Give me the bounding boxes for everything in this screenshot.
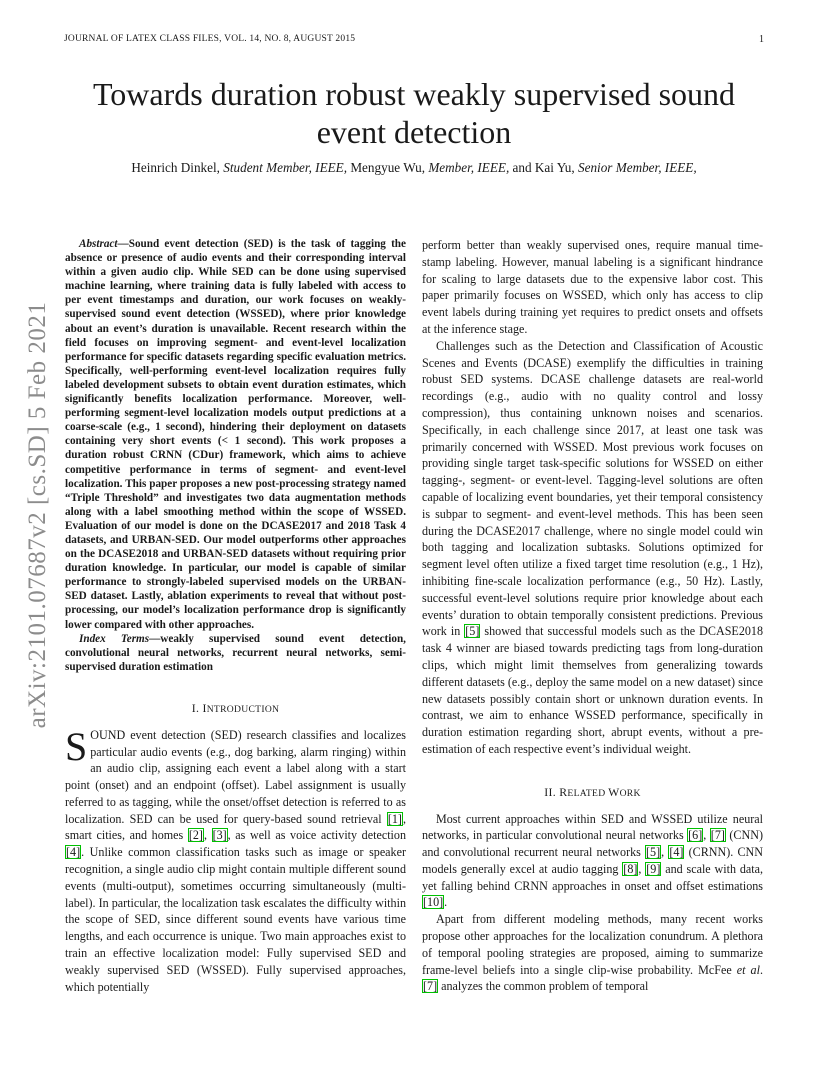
author-and: and bbox=[512, 160, 532, 175]
section-initial: I bbox=[202, 700, 207, 715]
intro-text: , smart cities, and homes bbox=[65, 811, 406, 843]
body-text: , bbox=[661, 845, 669, 860]
abstract-text: —Sound event detection (SED) is the task of tagging the absence or presence of audio events and their corresponding interval within a given audio clip. While SED can be done using supervised machine learning, where training data is fully labeled with access to per event timestamps and duration, our work focuses on weakly-supervised sound event detection (WSSED), where prior knowledge about an event’s duration is unavailable. Recent research within the field focuses on improving segment- and event-level localization performance for specific datasets regarding specific evaluation metrics. Specifically, well-performing event-level localization requires fully labeled development subsets to obtain event duration estimates, which significantly benefits localization performance. Moreover, well-performing segment-level localization models output predictions at a coarse-scale (e.g., 1 second), hindering their deployment on datasets containing very short events (< 1 second). This work proposes a duration robust CRNN (CDur) framework, which aims to achieve competitive performance in terms of segment- and event-level localization. This paper proposes a new post-processing strategy named “Triple Threshold” and investigates two data augmentation methods along with a label smoothing method within the scope of WSSED. Evaluation of our model is done on the DCASE2017 and 2018 Task 4 datasets, and URBAN-SED. Our model outperforms other approaches on the DCASE2018 and URBAN-SED datasets without requiring prior duration knowledge. In particular, our model is capable of similar performance to strongly-labeled supervised models on the URBAN-SED dataset. Lastly, ablation experiments to reveal that without post-processing, our model’s localization performance drop is significantly lower compared with other approaches. bbox=[65, 238, 406, 631]
body-text: Most current approaches within SED and WSSED utilize neural networks, in particular convolutional neural networks bbox=[422, 811, 763, 843]
section-introduction-heading bbox=[65, 700, 406, 719]
citation-link[interactable]: [9] bbox=[646, 861, 661, 876]
author-2-role: Member, IEEE, bbox=[428, 160, 510, 175]
intro-lead: OUND bbox=[90, 727, 126, 742]
intro-paragraph bbox=[65, 723, 407, 996]
citation-link[interactable]: [3] bbox=[212, 828, 227, 843]
index-terms-text: —weakly supervised sound event detection, convolutional neural networks, recurrent neural networks, semi-supervised duration estimation bbox=[65, 632, 406, 673]
body-text: , bbox=[638, 861, 646, 876]
section-number: I. bbox=[191, 700, 203, 715]
section-rest: ELATED bbox=[567, 787, 609, 799]
body-text: and scale with data, yet falling behind CRNN approaches in onset and offset estimations bbox=[422, 861, 763, 893]
body-text: showed that successful models such as the DCASE2018 task 4 winner are biased towards predicting tags from long-duration clips, which might limit themselves from generalizing towards different datasets (e.g., deploy the same model on a new dataset) since new datasets possibly contain short or unknown duration events. In contrast, we aim to enhance WSSED performance, specifically in duration estimation regarding short, abrupt events, without a pre-estimation of each respective event’s individual weight. bbox=[422, 624, 764, 756]
citation-link[interactable]: [7] bbox=[710, 828, 725, 843]
intro-text: , as well as voice activity detection bbox=[227, 828, 407, 843]
section-rest: ORK bbox=[619, 787, 641, 799]
citation-link[interactable]: [10] bbox=[423, 895, 444, 910]
abstract-label: Abstract bbox=[79, 238, 118, 250]
related-work-paragraph-1 bbox=[422, 811, 763, 912]
author-1-role: Student Member, IEEE, bbox=[223, 160, 348, 175]
related-work-paragraph-2 bbox=[422, 911, 763, 995]
right-column bbox=[422, 237, 763, 995]
section-rest: NTRODUCTION bbox=[206, 703, 280, 715]
paper-title: Towards duration robust weakly supervised sound event detection bbox=[92, 76, 736, 150]
dropcap: S bbox=[65, 723, 88, 769]
et-al: et al bbox=[736, 962, 760, 977]
author-2: Mengyue Wu, bbox=[350, 160, 426, 175]
citation-link[interactable]: [4] bbox=[66, 845, 81, 860]
page-number: 1 bbox=[759, 34, 764, 45]
intro-text: . Unlike common classification tasks such as image or speaker recognition, a single audio clip might contain multiple different sound events (multi-output), sometimes occurring simultaneously (multi-label). In particular, the localization task escalates the difficulty within the scope of SED, since different sound events have various time lengths, and each occurrence is unique. Two main approaches exist to train an effective localization model: Fully supervised SED and weakly supervised SED (WSSED). Fully supervised approaches, which potentially bbox=[65, 845, 406, 994]
section-related-work-heading bbox=[422, 784, 763, 803]
body-text: Challenges such as the Detection and Classification of Acoustic Scenes and Events (DCASE) exemplify the difficulties in training robust SED systems. DCASE challenge datasets are real-world recordings (e.g., audio with no quality control and lossy compression), thus containing unknown noises and scenarios. Specifically, in each challenge since 2017, at least one task was primarily concerned with WSSED. Most previous work focuses on providing single target task-specific solutions for WSSED on either tagging-, segment- or event-level. Tagging-level solutions are often capable of localizing event boundaries, yet their temporal consistency is subpar to segment- and event-level methods. This has been seen during the DCASE2017 challenge, where no single model could win both tagging and localization subtasks. Solutions optimized for segment level often utilize a fixed target time resolution (e.g., 1 Hz), inhibiting fine-scale localization performance (e.g., 50 Hz). Lastly, successful event-level solutions require prior knowledge about each events’ duration to obtain temporally consistent predictions. Previous work in bbox=[422, 338, 763, 639]
section-number: II. bbox=[544, 784, 560, 799]
author-list bbox=[64, 160, 764, 176]
citation-link[interactable]: [6] bbox=[688, 828, 703, 843]
intro-text: event detection (SED) research classifies and localizes particular audio events (e.g., dog barking, alarm ringing) within an audio clip, assigning each event a label along with a start point (onset) and an endpoint (offset). Label assignment is usually referred to as tagging, while the onset/offset detection is referred to as localization. SED can be used for query-based sound retrieval bbox=[65, 727, 406, 826]
citation-link[interactable]: [5] bbox=[465, 624, 480, 639]
citation-link[interactable]: [4] bbox=[669, 845, 684, 860]
citation-link[interactable]: [2] bbox=[188, 828, 203, 843]
index-terms bbox=[65, 632, 406, 674]
citation-link[interactable]: [5] bbox=[646, 845, 661, 860]
author-3: Kai Yu, bbox=[534, 160, 575, 175]
section-initial: W bbox=[608, 784, 620, 799]
abstract bbox=[65, 237, 406, 632]
challenges-paragraph bbox=[422, 338, 763, 758]
body-text: , bbox=[703, 828, 710, 843]
arxiv-stamp-text: arXiv:2101.07687v2 [cs.SD] 5 Feb 2021 bbox=[24, 301, 51, 729]
body-text: (CNN) and convolutional recurrent neural networks bbox=[422, 828, 763, 860]
citation-link[interactable]: [1] bbox=[387, 811, 402, 826]
body-text: Apart from different modeling methods, many recent works propose other approaches for the localization conundrum. A plethora of temporal pooling strategies are proposed, aiming to summarize frame-level beliefs into a single clip-wise probability. McFee bbox=[422, 912, 763, 977]
body-text: . bbox=[759, 962, 763, 977]
index-terms-label: Index Terms bbox=[79, 632, 150, 645]
intro-continuation: perform better than weakly supervised ones, require manual time-stamp labeling. However, manual labeling is a significant hindrance for scaling to large datasets due to the expensive labor cost. This paper primarily focuses on WSSED, which only has access to clip event labels during training yet requires to predict onsets and offsets at the inference stage. bbox=[422, 238, 763, 336]
body-text: . bbox=[444, 895, 448, 910]
body-text: analyzes the common problem of temporal bbox=[438, 979, 649, 994]
body-text: (CRNN). CNN models generally excel at audio tagging bbox=[422, 845, 764, 876]
arxiv-stamp bbox=[18, 265, 58, 765]
citation-link[interactable]: [8] bbox=[623, 861, 638, 876]
section-initial: R bbox=[559, 784, 568, 799]
citation-link[interactable]: [7] bbox=[423, 979, 438, 994]
journal-header: JOURNAL OF LATEX CLASS FILES, VOL. 14, NO. 8, AUGUST 2015 bbox=[64, 34, 356, 44]
intro-text: , bbox=[203, 828, 212, 843]
author-1: Heinrich Dinkel, bbox=[131, 160, 220, 175]
left-column bbox=[65, 237, 406, 995]
author-3-role: Senior Member, IEEE, bbox=[578, 160, 697, 175]
